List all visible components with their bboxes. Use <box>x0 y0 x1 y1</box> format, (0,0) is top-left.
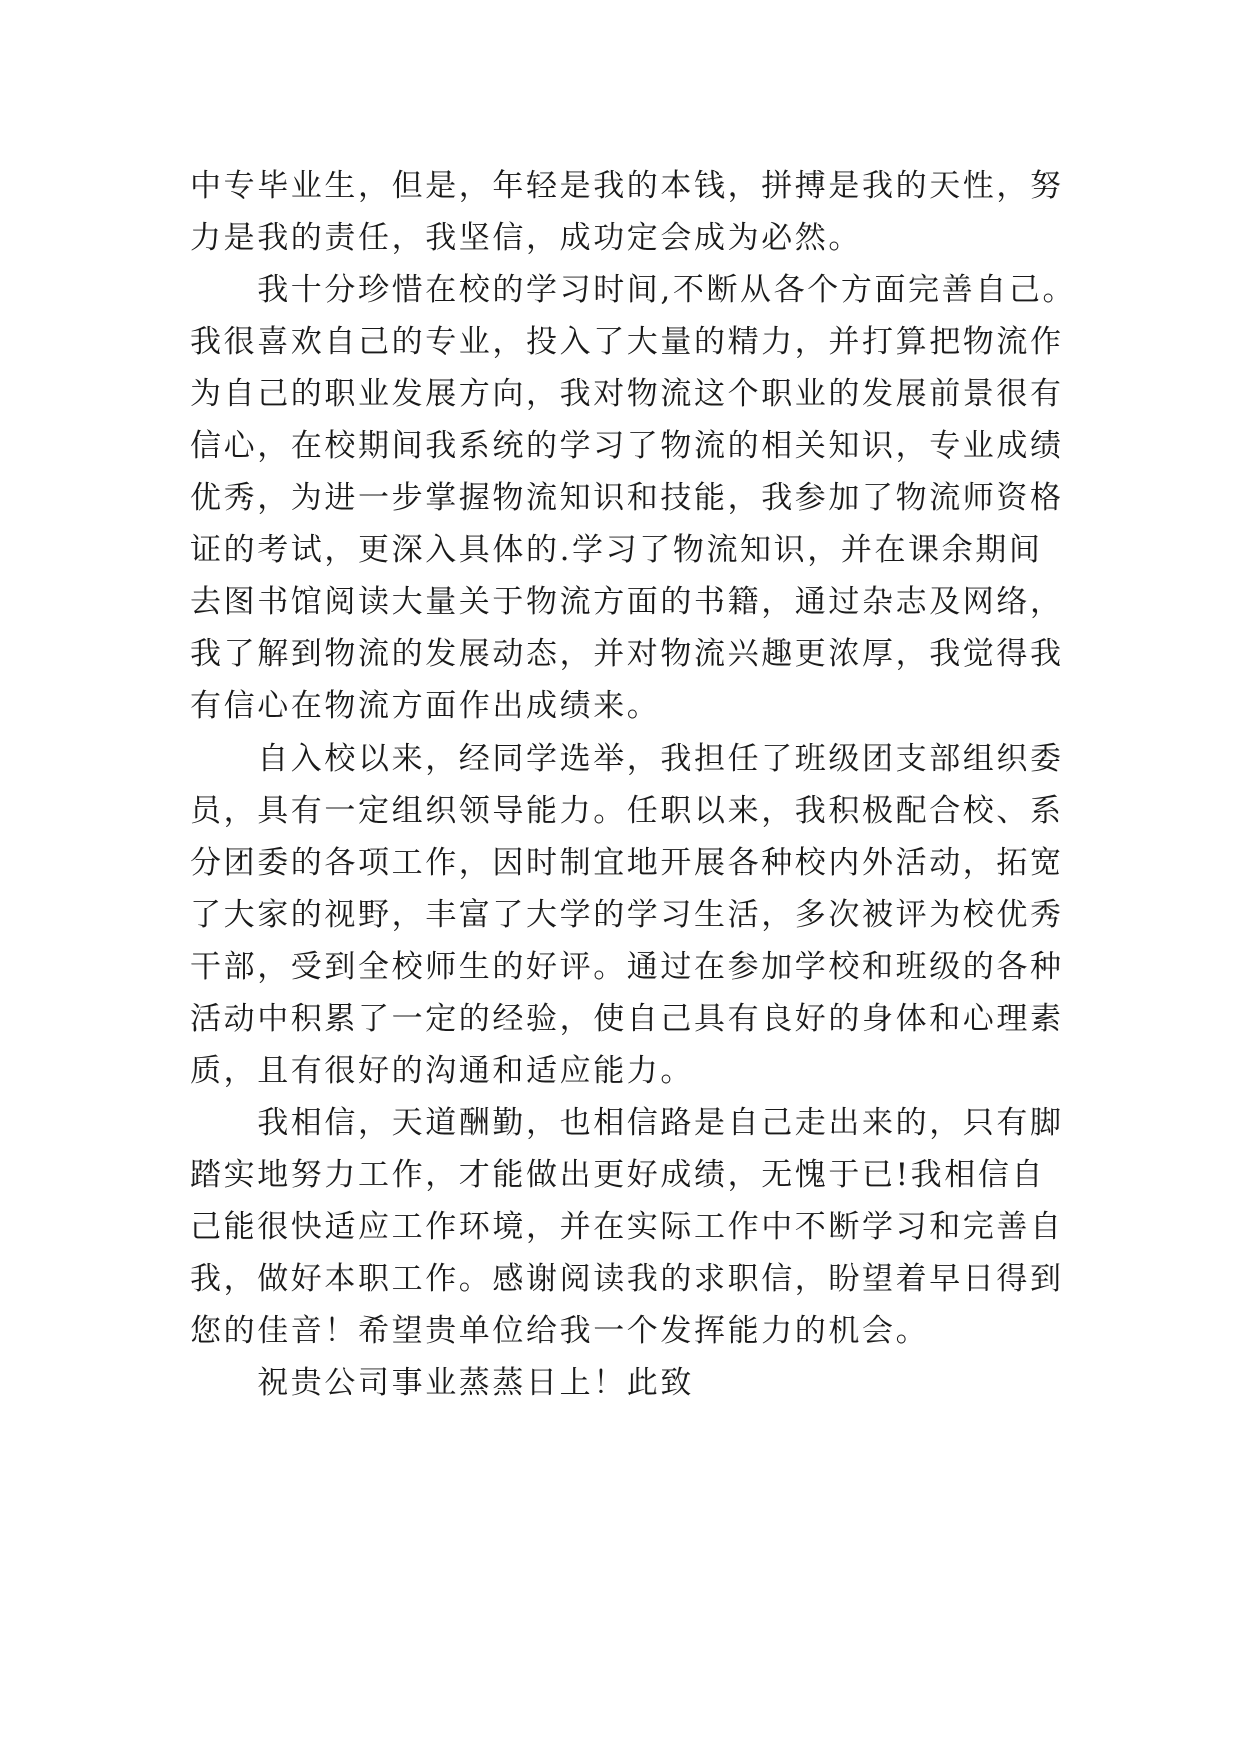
text-line: 自入校以来，经同学选举，我担任了班级团支部组织委 <box>190 741 1064 777</box>
text-line: 信心，在校期间我系统的学习了物流的相关知识，专业成绩 <box>190 428 1064 464</box>
text-line: 您的佳音！希望贵单位给我一个发挥能力的机会。 <box>190 1313 930 1349</box>
text-line: 了大家的视野，丰富了大学的学习生活，多次被评为校优秀 <box>190 897 1064 933</box>
text-line: 去图书馆阅读大量关于物流方面的书籍，通过杂志及网络， <box>190 584 1064 620</box>
text-line: 我很喜欢自己的专业，投入了大量的精力，并打算把物流作 <box>190 324 1064 360</box>
text-line: 优秀，为进一步掌握物流知识和技能，我参加了物流师资格 <box>190 480 1064 516</box>
text-line: 祝贵公司事业蒸蒸日上！此致 <box>190 1365 694 1401</box>
text-line: 力是我的责任，我坚信，成功定会成为必然。 <box>190 220 862 256</box>
text-line: 干部，受到全校师生的好评。通过在参加学校和班级的各种 <box>190 949 1064 985</box>
text-line: 中专毕业生，但是，年轻是我的本钱，拼搏是我的天性，努 <box>190 168 1064 204</box>
text-line: 我十分珍惜在校的学习时间,不断从各个方面完善自己。 <box>190 272 1077 308</box>
text-line: 己能很快适应工作环境，并在实际工作中不断学习和完善自 <box>190 1209 1064 1245</box>
text-line: 活动中积累了一定的经验，使自己具有良好的身体和心理素 <box>190 1001 1064 1037</box>
text-line: 证的考试，更深入具体的.学习了物流知识，并在课余期间 <box>190 532 1043 568</box>
text-line: 为自己的职业发展方向，我对物流这个职业的发展前景很有 <box>190 376 1064 412</box>
text-line: 质，且有很好的沟通和适应能力。 <box>190 1053 694 1089</box>
text-line: 我了解到物流的发展动态，并对物流兴趣更浓厚，我觉得我 <box>190 636 1064 672</box>
text-line: 我相信，天道酬勤，也相信路是自己走出来的，只有脚 <box>190 1105 1064 1141</box>
text-line: 员，具有一定组织领导能力。任职以来，我积极配合校、系 <box>190 793 1064 829</box>
text-line: 有信心在物流方面作出成绩来。 <box>190 688 661 724</box>
text-line: 踏实地努力工作，才能做出更好成绩，无愧于已!我相信自 <box>190 1157 1046 1193</box>
text-line: 分团委的各项工作，因时制宜地开展各种校内外活动，拓宽 <box>190 845 1064 881</box>
text-line: 我，做好本职工作。感谢阅读我的求职信，盼望着早日得到 <box>190 1261 1064 1297</box>
